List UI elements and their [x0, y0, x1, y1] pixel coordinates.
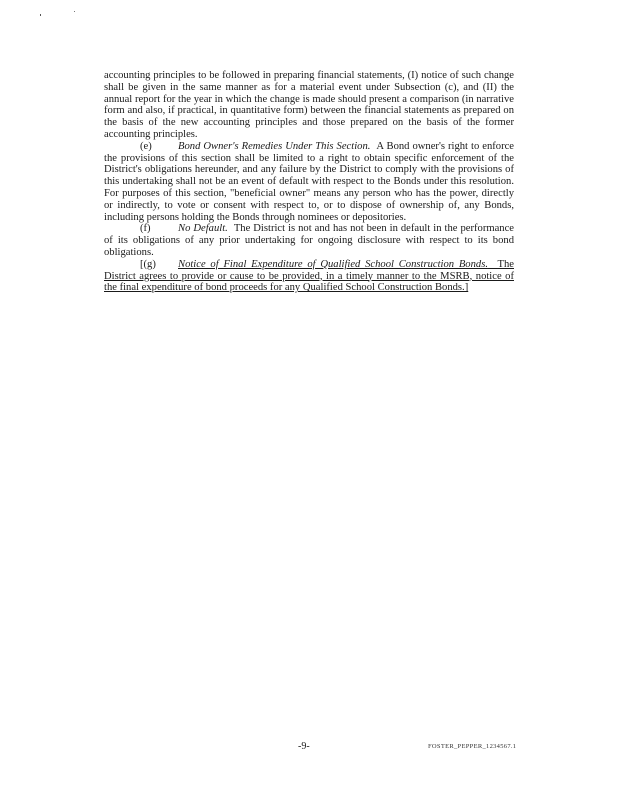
body-text: [104, 70, 514, 294]
paragraph-text: A Bond owner's right to enforce the provisions of this section shall be limited to a right to obtain specific enforcement of the District's obligations hereunder, and any failure by the District to comply with the provisions of this undertaking shall not be an event of default with respect to the Bonds under this resolution. For purposes of this section, "beneficial owner" means any person who has the power, directly or indirectly, to vote or consent with respect to, or to dispose of ownership of, any Bonds, including persons holding the Bonds through nominees or depositories.: [104, 140, 515, 223]
scan-artifact: [40, 14, 41, 16]
page-number: -9-: [298, 741, 310, 752]
paragraph-label: (f): [140, 223, 151, 235]
paragraph-heading: Notice of Final Expenditure of Qualified School Construction Bonds.: [178, 258, 488, 270]
paragraph-text: The District is not and has not been in default in the performance of its obligations of any prior undertaking for ongoing disclosure with respect to its bond obligations.: [104, 223, 515, 258]
paragraph-heading: Bond Owner's Remedies Under This Section.: [178, 140, 371, 152]
paragraph-text: The District agrees to provide or cause to be provided, in a timely manner to the MSRB, notice of the final expenditure of bond proceeds for any Qualified School Construction Bonds.]: [104, 258, 514, 294]
paragraph-label: (e): [140, 140, 152, 152]
paragraph-e: [104, 141, 514, 224]
paragraph-f: [104, 223, 514, 258]
paragraph-continuation: [104, 70, 514, 141]
paragraph-text: accounting principles to be followed in preparing financial statements, (I) notice of such change shall be given in the same manner as for a material event under Subsection (c), and (II) the annual report for the year in which the change is made should present a comparison (in narrative form and also, if practical, in quantitative form) between the financial statements as prepared on the basis of the new accounting principles and those prepared on the basis of the former accounting principles.: [104, 70, 514, 140]
document-id: FOSTER_PEPPER_1234567.1: [428, 743, 517, 750]
paragraph-label: [(g): [140, 258, 156, 270]
paragraph-g-inserted: [104, 259, 514, 294]
scan-artifact: [74, 11, 75, 12]
paragraph-heading: No Default.: [178, 223, 228, 235]
